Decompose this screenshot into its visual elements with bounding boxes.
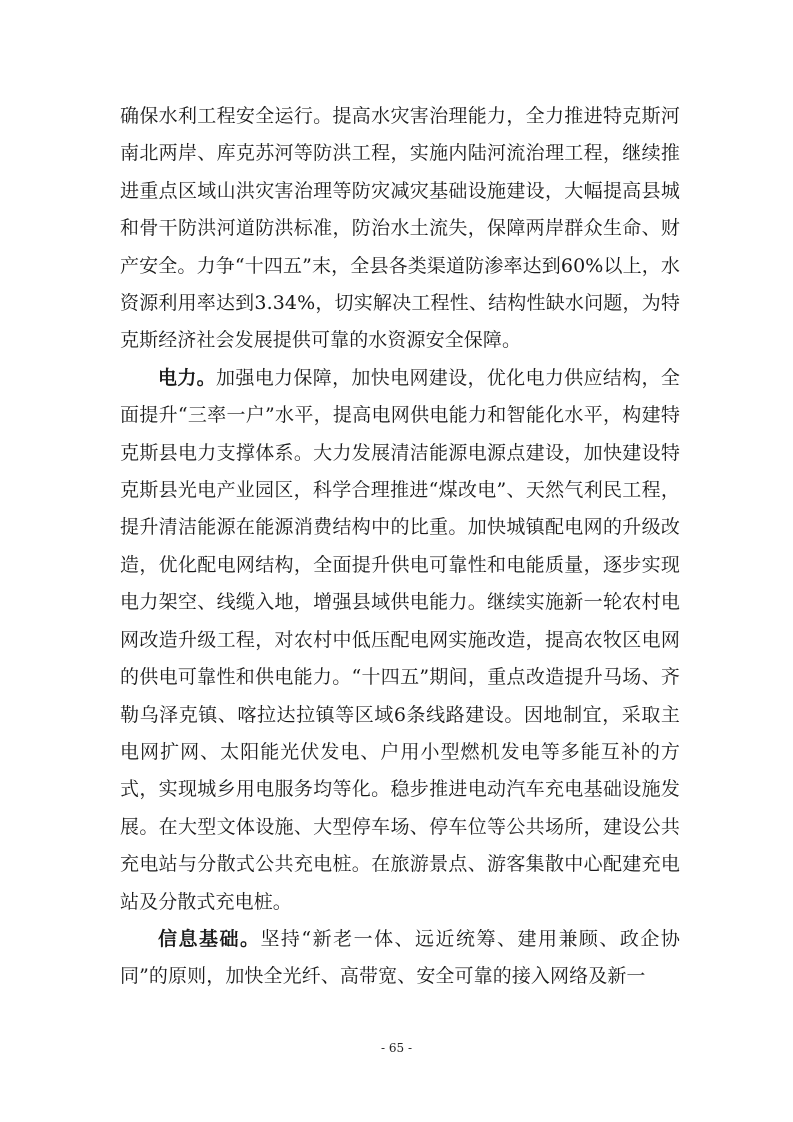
paragraph-lead-electric-power: 电力。 [158,366,217,389]
paragraph-electric-power [120,360,680,921]
paragraph-text: 加强电力保障，加快电网建设，优化电力供应结构，全面提升“三率一户”水平，提高电网供电能力和智能化水平，构建特克斯县电力支撑体系。大力发展清洁能源电源点建设，加快建设特克斯县光电产业园区，科学合理推进“煤改电”、天然气利民工程，提升清洁能源在能源消费结构中的比重。加快城镇配电网的升级改造，优化配电网结构，全面提升供电可靠性和电能质量，逐步实现电力架空、线缆入地，增强县域供电能力。继续实施新一轮农村电网改造升级工程，对农村中低压配电网实施改造，提高农牧区电网的供电可靠性和供电能力。“十四五”期间，重点改造提升马场、齐勒乌泽克镇、喀拉达拉镇等区域6条线路建设。因地制宜，采取主电网扩网、太阳能光伏发电、户用小型燃机发电等多能互补的方式，实现城乡用电服务均等化。稳步推进电动汽车充电基础设施发展。在大型文体设施、大型停车场、停车位等公共场所，建设公共充电站与分散式公共充电桩。在旅游景点、游客集散中心配建充电站及分散式充电桩。 [120,366,680,913]
paragraph-information-infrastructure [120,921,680,996]
paragraph-lead-information-infrastructure: 信息基础。 [158,927,261,950]
page-number: - 65 - [380,1041,412,1055]
paragraph-water-conservancy [120,98,680,360]
paragraph-text: 确保水利工程安全运行。提高水灾害治理能力，全力推进特克斯河南北两岸、库克苏河等防洪工程，实施内陆河流治理工程，继续推进重点区域山洪灾害治理等防灾减灾基础设施建设，大幅提高县城和骨干防洪河道防洪标准，防治水土流失，保障两岸群众生命、财产安全。力争“十四五”末，全县各类渠道防渗率达到60%以上，水资源利用率达到3.34%，切实解决工程性、结构性缺水问题，为特克斯经济社会发展提供可靠的水资源安全保障。 [120,105,680,352]
paragraph-text: 坚持“新老一体、远近统筹、建用兼顾、政企协同”的原则，加快全光纤、高带宽、安全可靠的接入网络及新一 [120,927,680,988]
body-text [120,98,680,996]
